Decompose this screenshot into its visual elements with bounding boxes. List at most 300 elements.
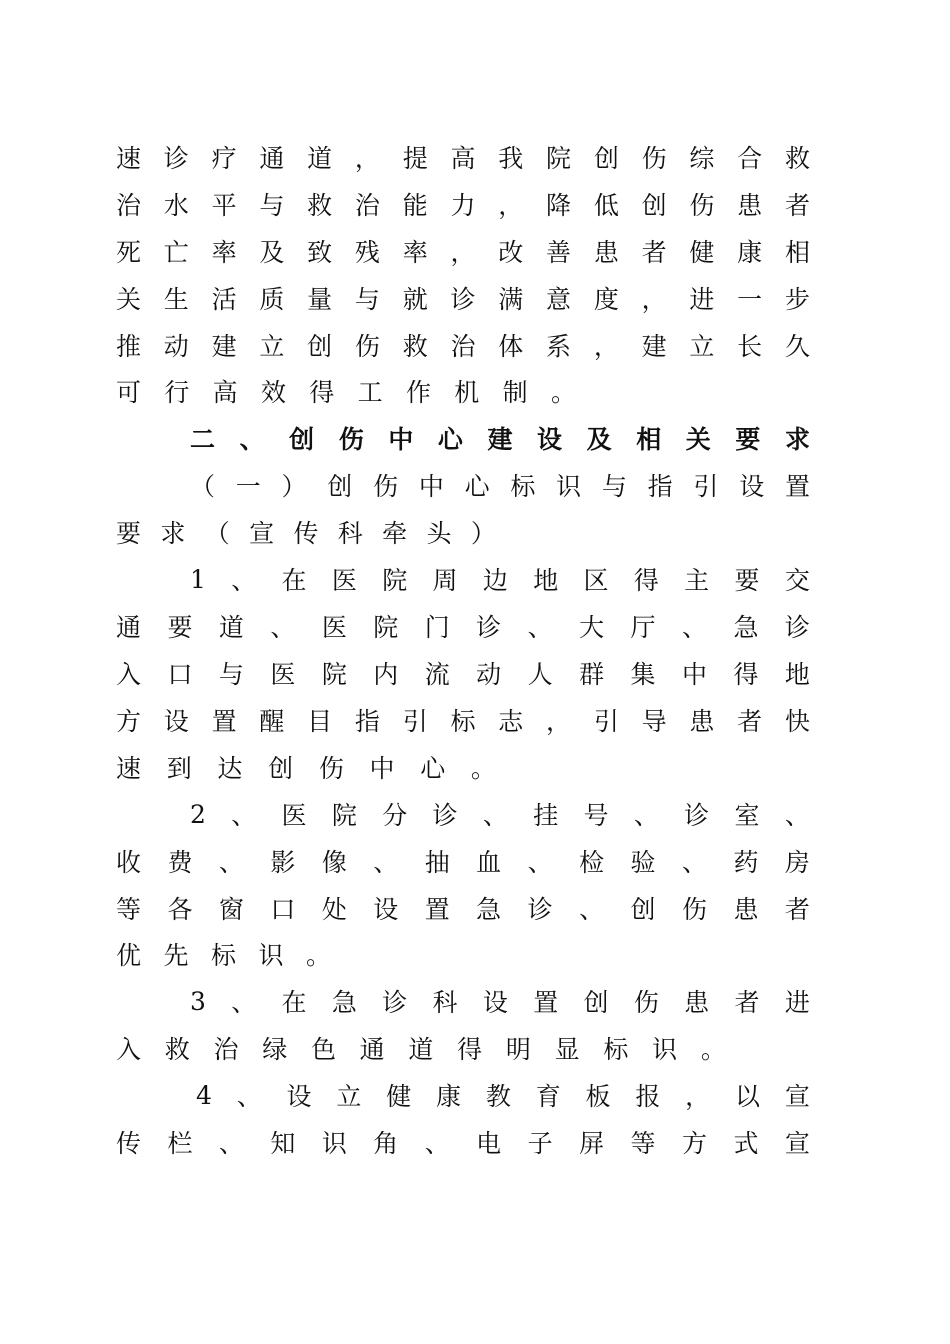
char-glyph: 力 (450, 191, 476, 220)
char-glyph: 得 (633, 566, 659, 595)
char-glyph: 验 (630, 848, 656, 877)
char-glyph: 者 (784, 895, 810, 924)
char-glyph: 标 (210, 941, 236, 970)
text-line (116, 747, 496, 787)
char-glyph: 宣 (784, 1082, 810, 1111)
list-item-first-line (190, 794, 810, 834)
char-glyph: 室 (734, 801, 760, 830)
text-line (116, 137, 810, 177)
char-glyph: 在 (281, 566, 307, 595)
char-glyph: 伤 (318, 754, 344, 783)
char-glyph: 能 (402, 191, 428, 220)
char-glyph: 救 (164, 1035, 190, 1064)
char-glyph: 流 (424, 660, 450, 689)
char-glyph: 质 (259, 285, 285, 314)
char-glyph: 屏 (579, 1129, 605, 1158)
char-glyph: 目 (307, 707, 333, 736)
list-item-first-line (196, 1075, 810, 1115)
char-glyph: 区 (583, 566, 609, 595)
char-glyph: 血 (476, 848, 502, 877)
char-glyph: 心 (464, 472, 490, 501)
char-glyph: 长 (737, 332, 763, 361)
char-glyph: 在 (281, 988, 307, 1017)
char-glyph: 者 (641, 238, 667, 267)
char-glyph: 治 (450, 332, 476, 361)
char-glyph: 救 (307, 191, 333, 220)
char-glyph: 动 (163, 332, 189, 361)
char-glyph: 院 (331, 801, 357, 830)
char-glyph: 、 (218, 1129, 244, 1158)
text-line (116, 1122, 810, 1162)
char-glyph: 、 (482, 801, 508, 830)
char-glyph: ） (470, 519, 496, 548)
char-glyph: 志 (498, 707, 524, 736)
char-glyph: 伤 (338, 425, 364, 454)
char-glyph: 者 (737, 707, 763, 736)
char-glyph: 集 (630, 660, 656, 689)
char-glyph: 设 (739, 472, 765, 501)
char-glyph: 一 (235, 472, 261, 501)
char-glyph: 药 (733, 848, 759, 877)
char-glyph: 角 (373, 1129, 399, 1158)
char-glyph: 高 (212, 378, 238, 407)
char-glyph: 边 (482, 566, 508, 595)
char-glyph: 式 (733, 1129, 759, 1158)
char-glyph: 人 (527, 660, 553, 689)
char-glyph: 残 (354, 238, 380, 267)
char-glyph: 建 (641, 332, 667, 361)
char-glyph: 院 (546, 144, 572, 173)
char-glyph: 窗 (218, 895, 244, 924)
char-glyph: ， (498, 191, 524, 220)
text-line (116, 700, 810, 740)
char-glyph: 创 (583, 988, 609, 1017)
char-glyph: 治 (354, 191, 380, 220)
char-glyph: 急 (476, 895, 502, 924)
char-glyph: 、 (270, 613, 296, 642)
char-glyph: 方 (116, 707, 142, 736)
char-glyph: 分 (382, 801, 408, 830)
char-glyph: 方 (681, 1129, 707, 1158)
char-glyph: 、 (231, 566, 257, 595)
char-glyph: 制 (502, 378, 528, 407)
char-glyph: 救 (402, 332, 428, 361)
char-glyph: 口 (167, 660, 193, 689)
char-glyph: 就 (402, 285, 428, 314)
char-glyph: 及 (259, 238, 285, 267)
char-glyph: 生 (163, 285, 189, 314)
char-glyph: 道 (408, 1035, 434, 1064)
char-glyph: 报 (635, 1082, 661, 1111)
char-glyph: 机 (454, 378, 480, 407)
char-glyph: 善 (546, 238, 572, 267)
char-glyph: 、 (218, 848, 244, 877)
char-glyph: 、 (373, 848, 399, 877)
char-glyph: 育 (535, 1082, 561, 1111)
char-glyph: 行 (164, 378, 190, 407)
char-glyph: 进 (784, 988, 810, 1017)
char-glyph: 医 (281, 801, 307, 830)
char-glyph: 达 (217, 754, 243, 783)
char-glyph: 进 (689, 285, 715, 314)
text-line (116, 512, 496, 552)
char-glyph: 伤 (373, 472, 399, 501)
char-glyph: 置 (533, 988, 559, 1017)
text-line (116, 371, 576, 411)
char-glyph: 各 (167, 895, 193, 924)
char-glyph: 标 (510, 472, 536, 501)
char-glyph: 抽 (424, 848, 450, 877)
char-glyph: 交 (784, 566, 810, 595)
char-glyph: 立 (259, 332, 285, 361)
char-glyph: 标 (450, 707, 476, 736)
char-glyph: 得 (309, 378, 335, 407)
char-glyph: 传 (116, 1129, 142, 1158)
char-glyph: 创 (307, 332, 333, 361)
char-glyph: 效 (260, 378, 286, 407)
char-glyph: 宣 (249, 519, 275, 548)
char-glyph: 设 (286, 1082, 312, 1111)
char-glyph: 宣 (784, 1129, 810, 1158)
char-glyph: 口 (270, 895, 296, 924)
char-glyph: 、 (236, 1082, 262, 1111)
char-glyph: 诊 (784, 613, 810, 642)
char-glyph: 、 (527, 848, 553, 877)
char-glyph: 诊 (476, 613, 502, 642)
char-glyph: 门 (424, 613, 450, 642)
char-glyph: 创 (268, 754, 294, 783)
char-glyph: ， (641, 285, 667, 314)
char-glyph: 平 (211, 191, 237, 220)
char-glyph: 、 (681, 848, 707, 877)
char-glyph: 知 (270, 1129, 296, 1158)
char-glyph: 引 (593, 707, 619, 736)
char-glyph: 明 (505, 1035, 531, 1064)
char-glyph: 者 (734, 988, 760, 1017)
char-glyph: 相 (784, 238, 810, 267)
char-glyph: 满 (498, 285, 524, 314)
char-glyph: 速 (116, 144, 142, 173)
char-glyph: 创 (289, 425, 315, 454)
char-glyph: 置 (211, 707, 237, 736)
char-glyph: 中 (388, 425, 414, 454)
char-glyph: 入 (116, 660, 142, 689)
char-glyph: 识 (258, 941, 284, 970)
char-glyph: 收 (116, 848, 142, 877)
char-glyph: 费 (167, 848, 193, 877)
char-glyph: 患 (737, 191, 763, 220)
char-glyph: 、 (424, 1129, 450, 1158)
text-line (116, 231, 810, 271)
char-glyph: 健 (386, 1082, 412, 1111)
char-glyph: 等 (630, 1129, 656, 1158)
char-glyph: 创 (593, 144, 619, 173)
list-item-first-line (190, 981, 810, 1021)
char-glyph: 。 (305, 941, 331, 970)
char-glyph: 工 (357, 378, 383, 407)
char-glyph: 康 (436, 1082, 462, 1111)
char-glyph: 识 (321, 1129, 347, 1158)
char-glyph: 意 (546, 285, 572, 314)
char-glyph: ） (281, 472, 307, 501)
char-glyph: 3 (190, 986, 206, 1016)
char-glyph: 引 (402, 707, 428, 736)
char-glyph: 以 (735, 1082, 761, 1111)
char-glyph: 建 (487, 425, 513, 454)
char-glyph: 体 (498, 332, 524, 361)
char-glyph: 地 (533, 566, 559, 595)
char-glyph: 疗 (211, 144, 237, 173)
char-glyph: 我 (498, 144, 524, 173)
text-line (116, 325, 810, 365)
char-glyph: 作 (405, 378, 431, 407)
char-glyph: 科 (432, 988, 458, 1017)
char-glyph: 关 (116, 285, 142, 314)
char-glyph: 得 (733, 660, 759, 689)
char-glyph: 房 (784, 848, 810, 877)
char-glyph: 推 (116, 332, 142, 361)
text-line (116, 278, 810, 318)
char-glyph: 患 (733, 895, 759, 924)
char-glyph: 医 (331, 566, 357, 595)
char-glyph: 设 (163, 707, 189, 736)
text-line (116, 1028, 726, 1068)
char-glyph: 健 (689, 238, 715, 267)
char-glyph: 、 (579, 895, 605, 924)
char-glyph: 主 (684, 566, 710, 595)
char-glyph: 。 (700, 1035, 726, 1064)
text-line (116, 184, 810, 224)
char-glyph: 板 (585, 1082, 611, 1111)
char-glyph: 伤 (633, 988, 659, 1017)
char-glyph: 诊 (382, 988, 408, 1017)
char-glyph: 步 (784, 285, 810, 314)
char-glyph: 综 (689, 144, 715, 173)
char-glyph: 医 (321, 613, 347, 642)
text-line (116, 934, 331, 974)
char-glyph: 道 (218, 613, 244, 642)
char-glyph: 救 (784, 144, 810, 173)
char-glyph: 伤 (354, 332, 380, 361)
char-glyph: 1 (190, 564, 206, 594)
char-glyph: 内 (373, 660, 399, 689)
char-glyph: 诊 (527, 895, 553, 924)
char-glyph: 诊 (684, 801, 710, 830)
char-glyph: 中 (369, 754, 395, 783)
char-glyph: 急 (331, 988, 357, 1017)
char-glyph: 治 (213, 1035, 239, 1064)
char-glyph: 水 (163, 191, 189, 220)
char-glyph: 改 (498, 238, 524, 267)
char-glyph: 死 (116, 238, 142, 267)
char-glyph: 设 (537, 425, 563, 454)
char-glyph: 通 (116, 613, 142, 642)
char-glyph: 心 (420, 754, 446, 783)
char-glyph: 醒 (259, 707, 285, 736)
char-glyph: 、 (239, 425, 265, 454)
char-glyph: 4 (196, 1080, 212, 1110)
char-glyph: （ (204, 519, 230, 548)
char-glyph: 要 (735, 425, 761, 454)
char-glyph: 及 (586, 425, 612, 454)
char-glyph: 周 (432, 566, 458, 595)
char-glyph: 高 (450, 144, 476, 173)
char-glyph: 亡 (163, 238, 189, 267)
char-glyph: 康 (737, 238, 763, 267)
char-glyph: 挂 (533, 801, 559, 830)
char-glyph: 伤 (681, 895, 707, 924)
char-glyph: 入 (116, 1035, 142, 1064)
char-glyph: ， (354, 144, 380, 173)
char-glyph: 快 (784, 707, 810, 736)
char-glyph: 大 (579, 613, 605, 642)
char-glyph: 心 (437, 425, 463, 454)
char-glyph: 可 (116, 378, 142, 407)
text-line (116, 653, 810, 693)
char-glyph: 、 (633, 801, 659, 830)
char-glyph: 与 (259, 191, 285, 220)
char-glyph: 与 (354, 285, 380, 314)
char-glyph: 到 (166, 754, 192, 783)
char-glyph: 、 (231, 801, 257, 830)
char-glyph: 影 (270, 848, 296, 877)
char-glyph: 院 (321, 660, 347, 689)
char-glyph: ， (685, 1082, 711, 1111)
char-glyph: 低 (593, 191, 619, 220)
char-glyph: 度 (593, 285, 619, 314)
char-glyph: ， (450, 238, 476, 267)
char-glyph: 检 (579, 848, 605, 877)
char-glyph: 、 (784, 801, 810, 830)
char-glyph: 求 (784, 425, 810, 454)
char-glyph: 等 (116, 895, 142, 924)
char-glyph: 栏 (167, 1129, 193, 1158)
char-glyph: 与 (601, 472, 627, 501)
char-glyph: 提 (402, 144, 428, 173)
subsection-heading (190, 465, 810, 505)
char-glyph: 治 (116, 191, 142, 220)
char-glyph: 厅 (630, 613, 656, 642)
char-glyph: 要 (167, 613, 193, 642)
char-glyph: 一 (737, 285, 763, 314)
char-glyph: 立 (689, 332, 715, 361)
char-glyph: 中 (418, 472, 444, 501)
char-glyph: 伤 (641, 144, 667, 173)
char-glyph: 患 (689, 707, 715, 736)
char-glyph: 标 (603, 1035, 629, 1064)
char-glyph: 合 (737, 144, 763, 173)
char-glyph: 院 (382, 566, 408, 595)
char-glyph: 系 (546, 332, 572, 361)
char-glyph: 医 (270, 660, 296, 689)
char-glyph: 识 (556, 472, 582, 501)
section-heading (190, 418, 810, 458)
char-glyph: 科 (337, 519, 363, 548)
char-glyph: 通 (359, 1035, 385, 1064)
char-glyph: 院 (373, 613, 399, 642)
char-glyph: 子 (527, 1129, 553, 1158)
char-glyph: 者 (784, 191, 810, 220)
char-glyph: 量 (307, 285, 333, 314)
char-glyph: 2 (190, 799, 206, 829)
char-glyph: 率 (211, 238, 237, 267)
char-glyph: 得 (457, 1035, 483, 1064)
char-glyph: （ (190, 472, 216, 501)
char-glyph: 要 (734, 566, 760, 595)
char-glyph: 设 (373, 895, 399, 924)
char-glyph: 降 (546, 191, 572, 220)
char-glyph: 。 (470, 754, 496, 783)
char-glyph: 创 (630, 895, 656, 924)
char-glyph: 牵 (382, 519, 408, 548)
text-line (116, 606, 810, 646)
list-item-first-line (190, 559, 810, 599)
char-glyph: 优 (116, 941, 142, 970)
char-glyph: 教 (485, 1082, 511, 1111)
char-glyph: 相 (636, 425, 662, 454)
char-glyph: 地 (784, 660, 810, 689)
char-glyph: 指 (647, 472, 673, 501)
char-glyph: 引 (693, 472, 719, 501)
char-glyph: 导 (641, 707, 667, 736)
char-glyph: 绿 (262, 1035, 288, 1064)
char-glyph: 传 (293, 519, 319, 548)
char-glyph: 与 (218, 660, 244, 689)
char-glyph: 诊 (450, 285, 476, 314)
char-glyph: 。 (550, 378, 576, 407)
text-line (116, 888, 810, 928)
char-glyph: 、 (527, 613, 553, 642)
char-glyph: 道 (307, 144, 333, 173)
char-glyph: 关 (685, 425, 711, 454)
char-glyph: 建 (211, 332, 237, 361)
char-glyph: 速 (116, 754, 142, 783)
char-glyph: 、 (231, 988, 257, 1017)
char-glyph: 群 (579, 660, 605, 689)
char-glyph: 致 (307, 238, 333, 267)
char-glyph: 创 (327, 472, 353, 501)
char-glyph: 患 (684, 988, 710, 1017)
char-glyph: 、 (681, 613, 707, 642)
char-glyph: 诊 (432, 801, 458, 830)
char-glyph: 急 (733, 613, 759, 642)
char-glyph: 号 (583, 801, 609, 830)
char-glyph: 久 (784, 332, 810, 361)
char-glyph: 诊 (163, 144, 189, 173)
char-glyph: ， (546, 707, 572, 736)
char-glyph: 动 (476, 660, 502, 689)
text-line (116, 841, 810, 881)
char-glyph: 识 (652, 1035, 678, 1064)
char-glyph: 设 (482, 988, 508, 1017)
char-glyph: 色 (310, 1035, 336, 1064)
char-glyph: 指 (354, 707, 380, 736)
char-glyph: 创 (641, 191, 667, 220)
char-glyph: 伤 (689, 191, 715, 220)
char-glyph: ， (593, 332, 619, 361)
char-glyph: 先 (163, 941, 189, 970)
char-glyph: 电 (476, 1129, 502, 1158)
char-glyph: 头 (426, 519, 452, 548)
char-glyph: 像 (321, 848, 347, 877)
char-glyph: 通 (259, 144, 285, 173)
char-glyph: 置 (784, 472, 810, 501)
char-glyph: 活 (211, 285, 237, 314)
char-glyph: 要 (116, 519, 142, 548)
char-glyph: 二 (190, 425, 216, 454)
char-glyph: 处 (321, 895, 347, 924)
char-glyph: 立 (336, 1082, 362, 1111)
